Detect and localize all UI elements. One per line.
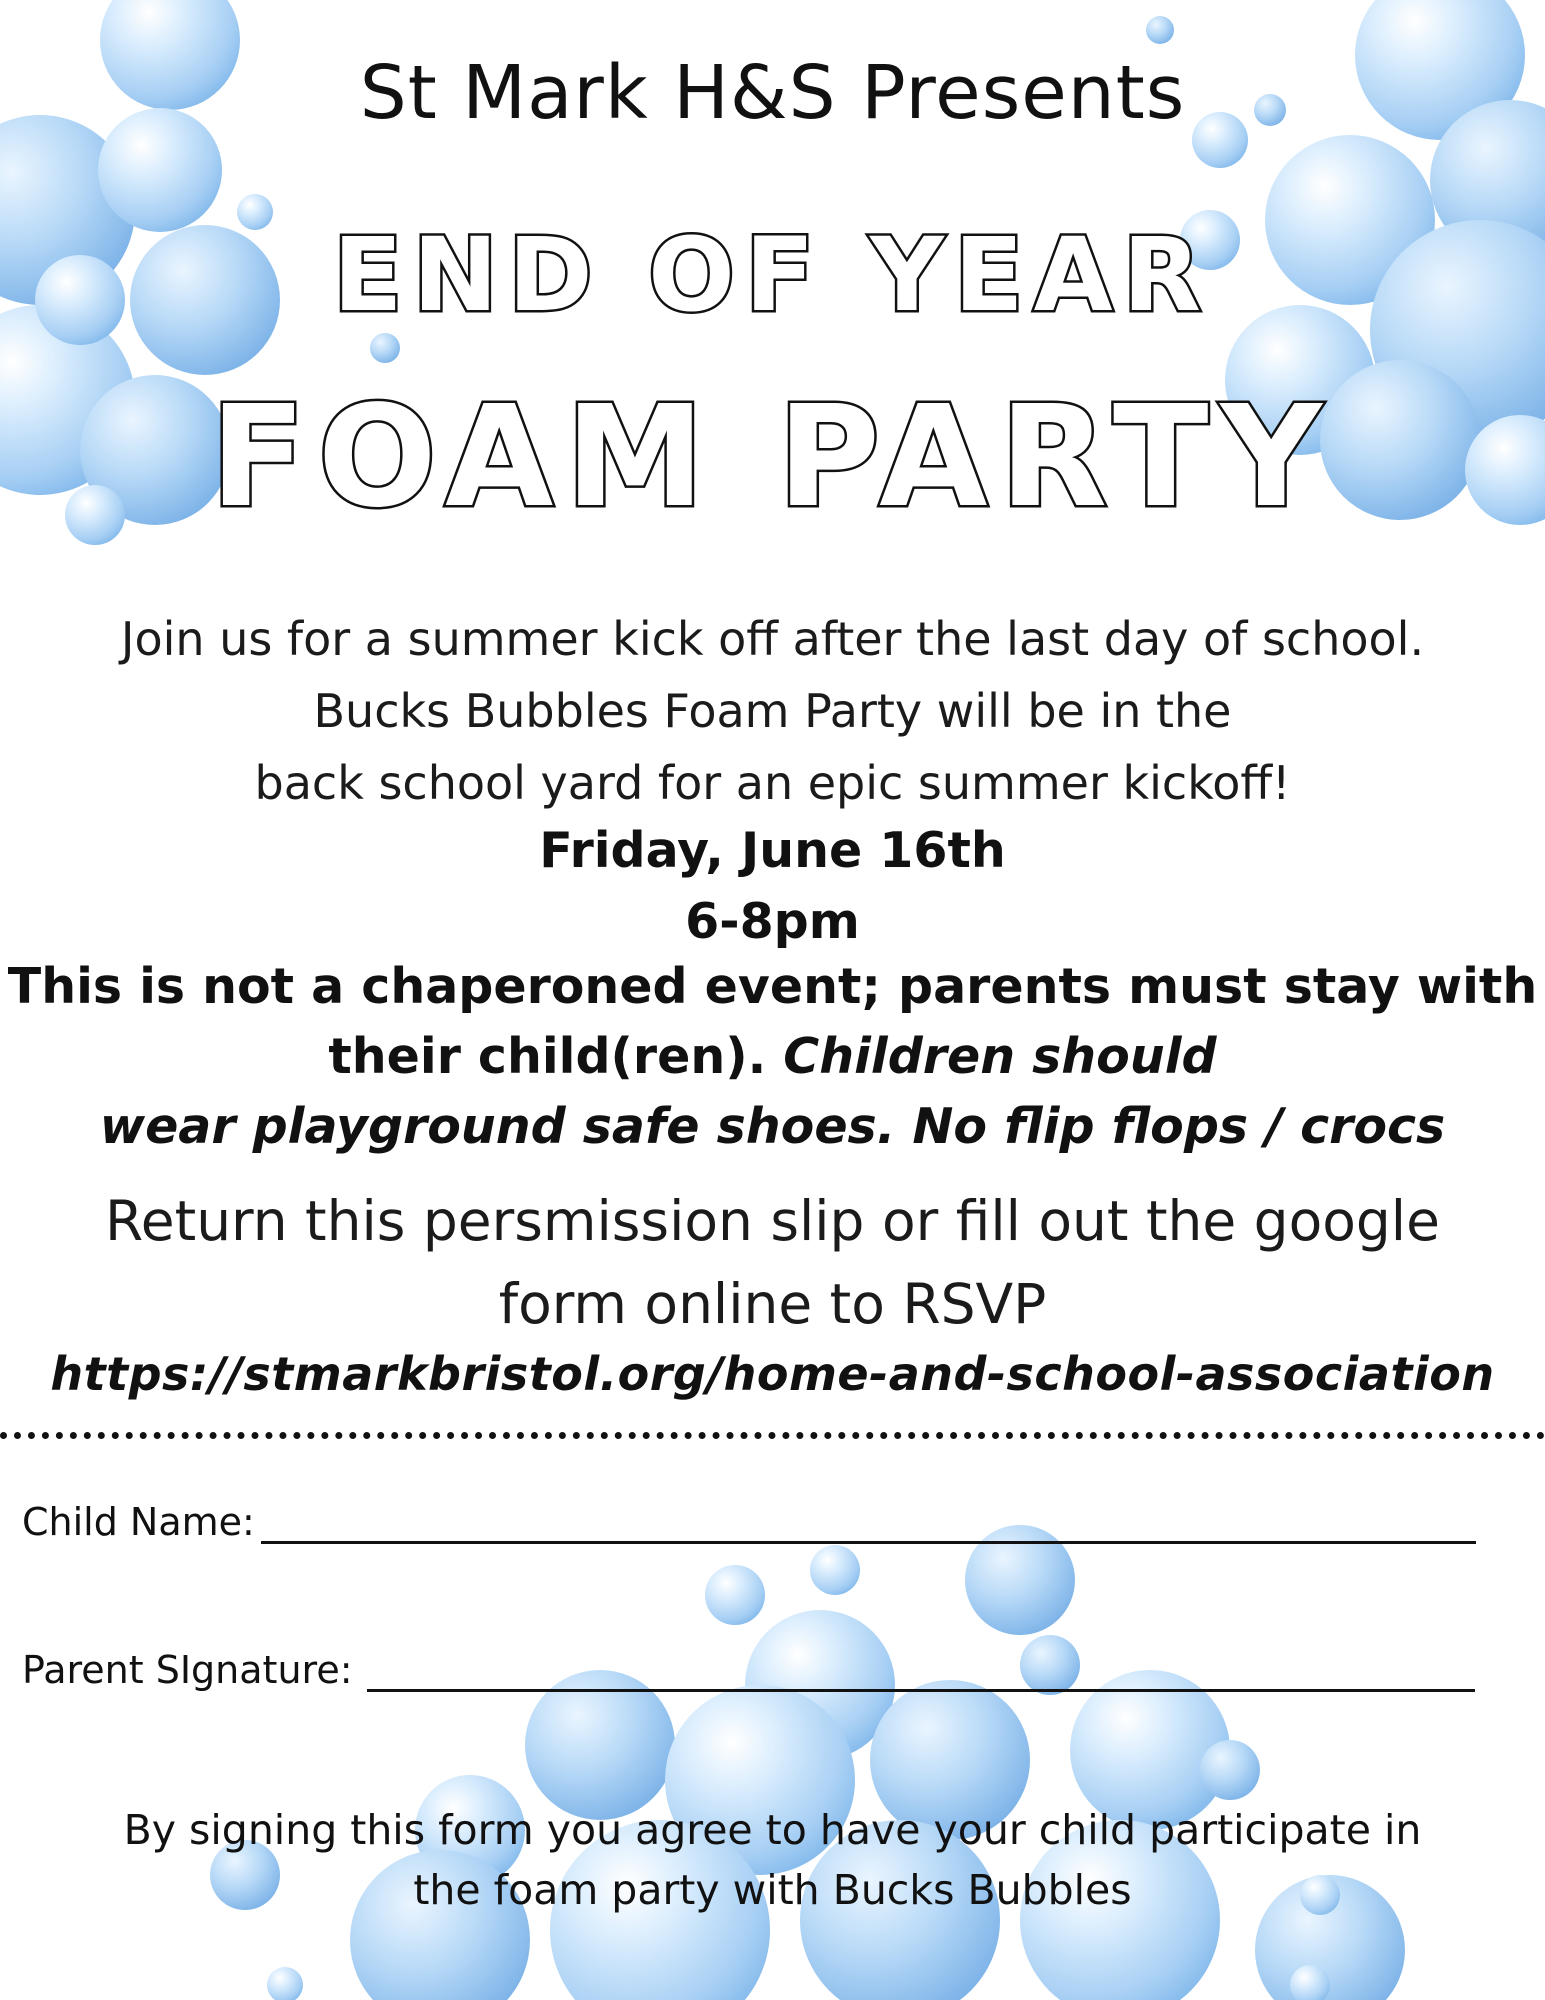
intro-line-2: Bucks Bubbles Foam Party will be in the (313, 684, 1232, 738)
agreement-line-1: By signing this form you agree to have your child participate in (123, 1806, 1422, 1854)
intro-paragraph (0, 603, 1545, 819)
title-line-2: FOAM PARTY (210, 376, 1334, 539)
title-line-1: END OF YEAR (332, 216, 1212, 335)
parent-signature-blank[interactable] (367, 1657, 1475, 1692)
supervision-notice (0, 952, 1545, 1162)
event-date: Friday, June 16th (539, 822, 1006, 879)
title-end-of-year (0, 205, 1545, 345)
parent-signature-label: Parent SIgnature: (22, 1648, 353, 1692)
child-name-label: Child Name: (22, 1500, 255, 1544)
rsvp-line-2: form online to RSVP (498, 1272, 1047, 1336)
child-name-field (22, 1500, 1476, 1544)
rsvp-url-link[interactable]: https://stmarkbristol.org/home-and-school-association (50, 1347, 1495, 1401)
notice-line-3: wear playground safe shoes. No flip flops / crocs (99, 1098, 1446, 1155)
intro-line-3: back school yard for an epic summer kickoff! (254, 756, 1291, 810)
notice-line-2-italic: Children should (783, 1028, 1217, 1085)
intro-line-1: Join us for a summer kick off after the last day of school. (120, 612, 1425, 666)
notice-line-2-bold: their child(ren). (328, 1028, 767, 1085)
cut-line-divider (0, 1432, 1545, 1439)
notice-line-2 (0, 1022, 1545, 1092)
parent-signature-field (22, 1648, 1475, 1692)
presenter-heading: St Mark H&S Presents (359, 50, 1186, 136)
child-name-blank[interactable] (261, 1509, 1476, 1544)
event-time: 6-8pm (685, 893, 860, 950)
agreement-statement (0, 1800, 1545, 1920)
rsvp-line-1: Return this persmission slip or fill out the google (105, 1189, 1440, 1253)
title-foam-party (0, 365, 1545, 539)
bubble-cluster-bottom (210, 1525, 1405, 2000)
agreement-line-2: the foam party with Bucks Bubbles (413, 1866, 1132, 1914)
rsvp-instructions (0, 1180, 1545, 1346)
notice-line-1: This is not a chaperoned event; parents must stay with (7, 958, 1538, 1015)
